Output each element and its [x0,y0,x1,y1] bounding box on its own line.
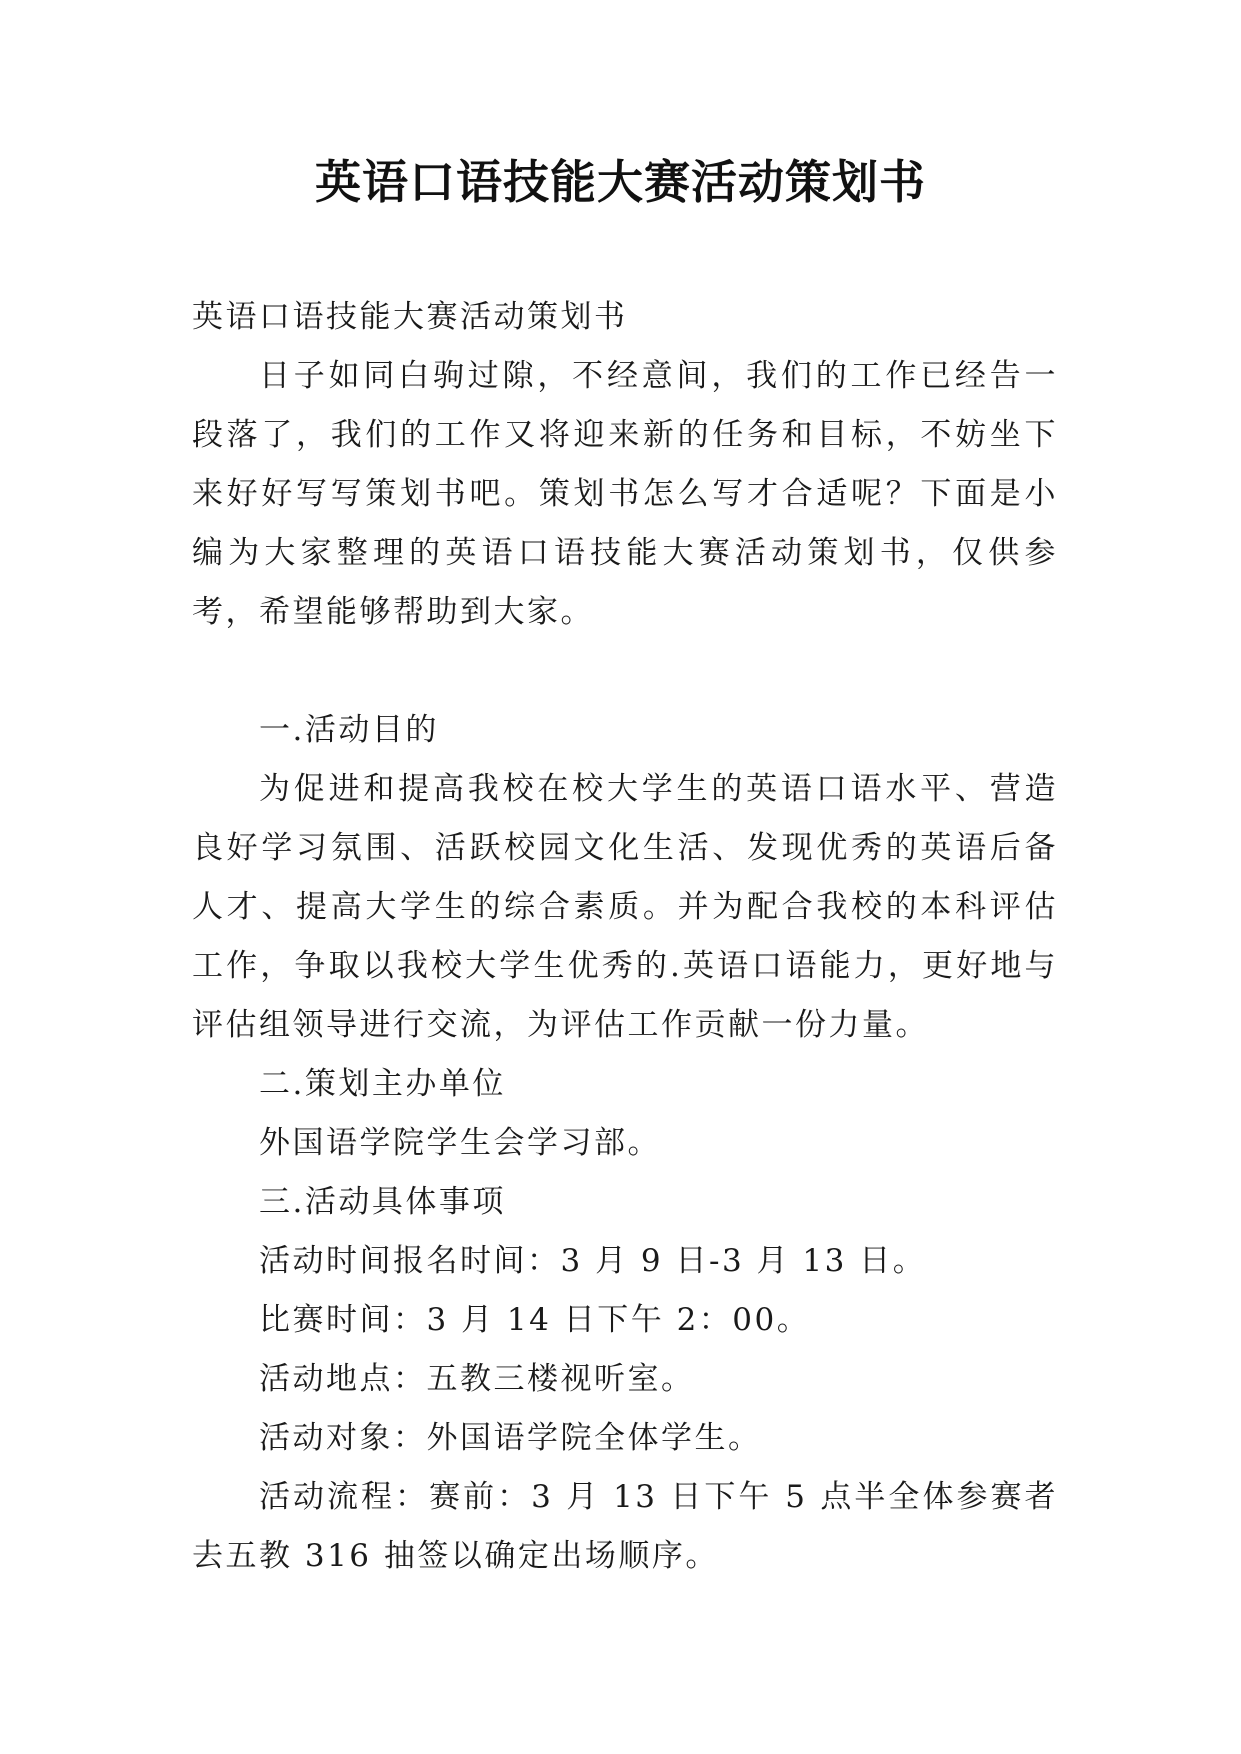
organizer-paragraph: 外国语学院学生会学习部。 [259,1125,661,1161]
document-subtitle: 英语口语技能大赛活动策划书 [192,299,628,335]
intro-paragraph: 日子如同白驹过隙，不经意间，我们的工作已经告一段落了，我们的工作又将迎来新的任务和目标，不妨坐下来好好写写策划书吧。策划书怎么写才合适呢？下面是小编为大家整理的英语口语技能大赛活动策划书，仅供参考，希望能够帮助到大家。 [192,358,1058,630]
competition-time-line: 比赛时间：3 月 14 日下午 2：00。 [259,1302,811,1338]
process-paragraph: 活动流程：赛前：3 月 13 日下午 5 点半全体参赛者去五教 316 抽签以确定出场顺序。 [192,1479,1058,1574]
registration-time-line: 活动时间报名时间：3 月 9 日-3 月 13 日。 [259,1243,927,1279]
section-heading-organizer: 二.策划主办单位 [259,1066,506,1102]
purpose-paragraph: 为促进和提高我校在校大学生的英语口语水平、营造良好学习氛围、活跃校园文化生活、发现优秀的英语后备人才、提高大学生的综合素质。并为配合我校的本科评估工作，争取以我校大学生优秀的.英语口语能力，更好地与评估组领导进行交流，为评估工作贡献一份力量。 [192,771,1058,1043]
document-title: 英语口语技能大赛活动策划书 [315,155,926,209]
paragraph-gap [192,642,1058,701]
section-heading-purpose: 一.活动目的 [259,712,439,748]
section-heading-details: 三.活动具体事项 [259,1184,506,1220]
document-body [192,288,1058,1586]
venue-line: 活动地点：五教三楼视听室。 [259,1361,695,1397]
audience-line: 活动对象：外国语学院全体学生。 [259,1420,762,1456]
